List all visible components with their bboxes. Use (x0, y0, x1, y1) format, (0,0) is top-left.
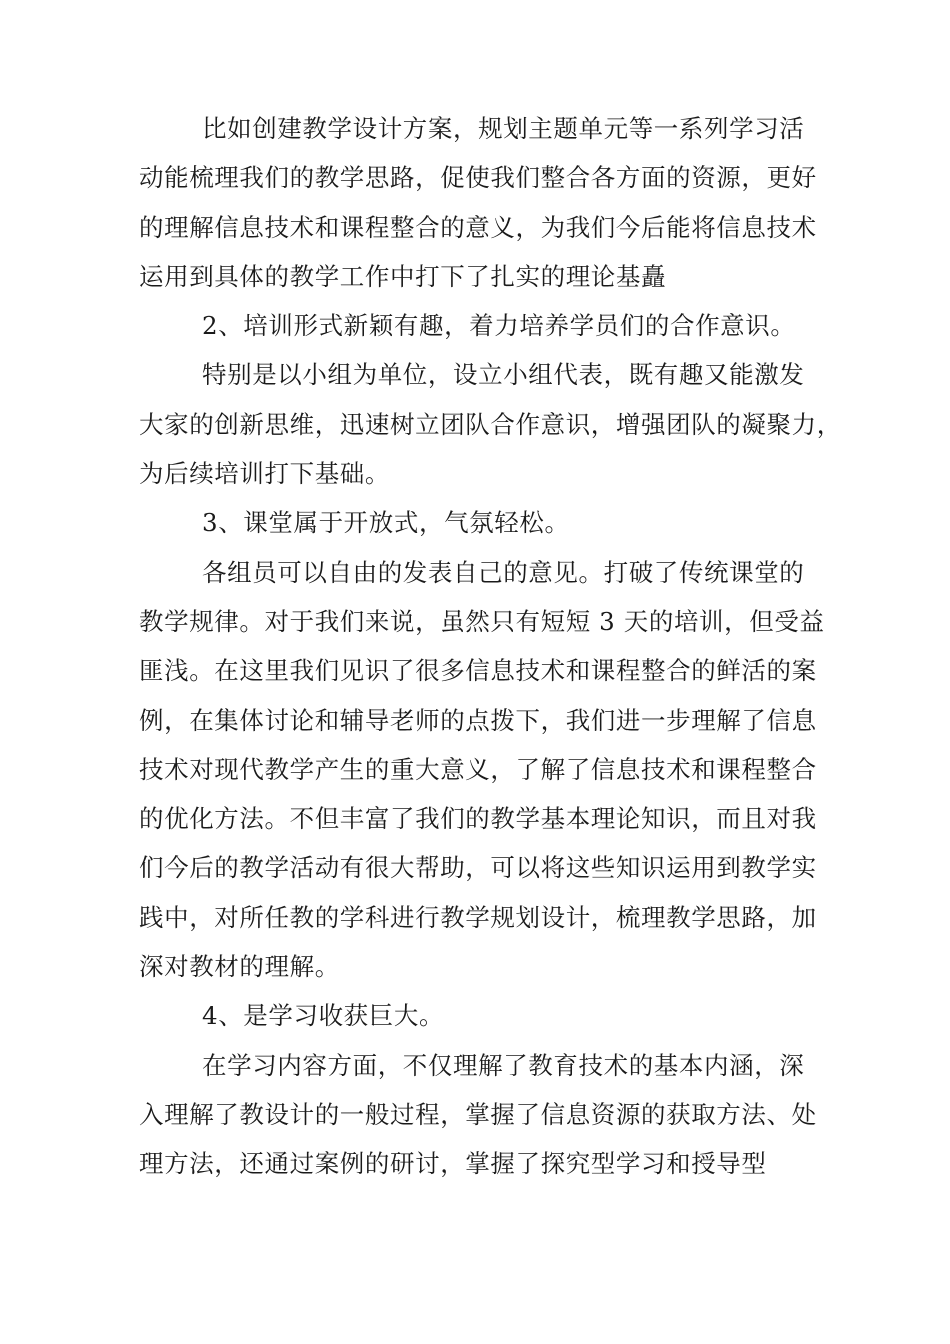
text-line: 技术对现代教学产生的重大意义，了解了信息技术和课程整合 (139, 754, 817, 784)
text-line: 各组员可以自由的发表自己的意见。打破了传统课堂的 (202, 557, 805, 587)
text-line: 2、培训形式新颖有趣，着力培养学员们的合作意识。 (202, 311, 796, 341)
text-line: 理方法，还通过案例的研讨，掌握了探究型学习和授导型 (139, 1149, 767, 1179)
text-line: 例，在集体讨论和辅导老师的点拨下，我们进一步理解了信息 (139, 705, 817, 735)
text-line: 运用到具体的教学工作中打下了扎实的理论基矗 (139, 261, 667, 291)
text-line: 的理解信息技术和课程整合的意义，为我们今后能将信息技术 (139, 212, 817, 242)
document-body (139, 104, 842, 1189)
text-line: 特别是以小组为单位，设立小组代表，既有趣又能激发 (202, 360, 805, 390)
text-line: 践中，对所任教的学科进行教学规划设计，梳理教学思路，加 (139, 902, 817, 932)
text-line: 动能梳理我们的教学思路，促使我们整合各方面的资源，更好 (139, 163, 817, 193)
text-line: 大家的创新思维，迅速树立团队合作意识，增强团队的凝聚力， (139, 409, 842, 439)
text-line: 比如创建教学设计方案，规划主题单元等一系列学习活 (202, 114, 805, 143)
text-line: 的优化方法。不但丰富了我们的教学基本理论知识，而且对我 (139, 804, 817, 834)
text-line: 4、是学习收获巨大。 (202, 1001, 445, 1031)
text-line: 入理解了教设计的一般过程，掌握了信息资源的获取方法、处 (139, 1099, 817, 1129)
text-line: 匪浅。在这里我们见识了很多信息技术和课程整合的鲜活的案 (139, 656, 817, 686)
text-line: 3、课堂属于开放式，气氛轻松。 (202, 508, 570, 538)
text-line: 教学规律。对于我们来说，虽然只有短短 3 天的培训，但受益 (139, 606, 825, 636)
text-line: 为后续培训打下基础。 (139, 459, 390, 489)
text-line: 深对教材的理解。 (139, 952, 340, 982)
text-line: 在学习内容方面，不仅理解了教育技术的基本内涵，深 (202, 1050, 805, 1080)
text-line: 们今后的教学活动有很大帮助，可以将这些知识运用到教学实 (139, 853, 817, 883)
